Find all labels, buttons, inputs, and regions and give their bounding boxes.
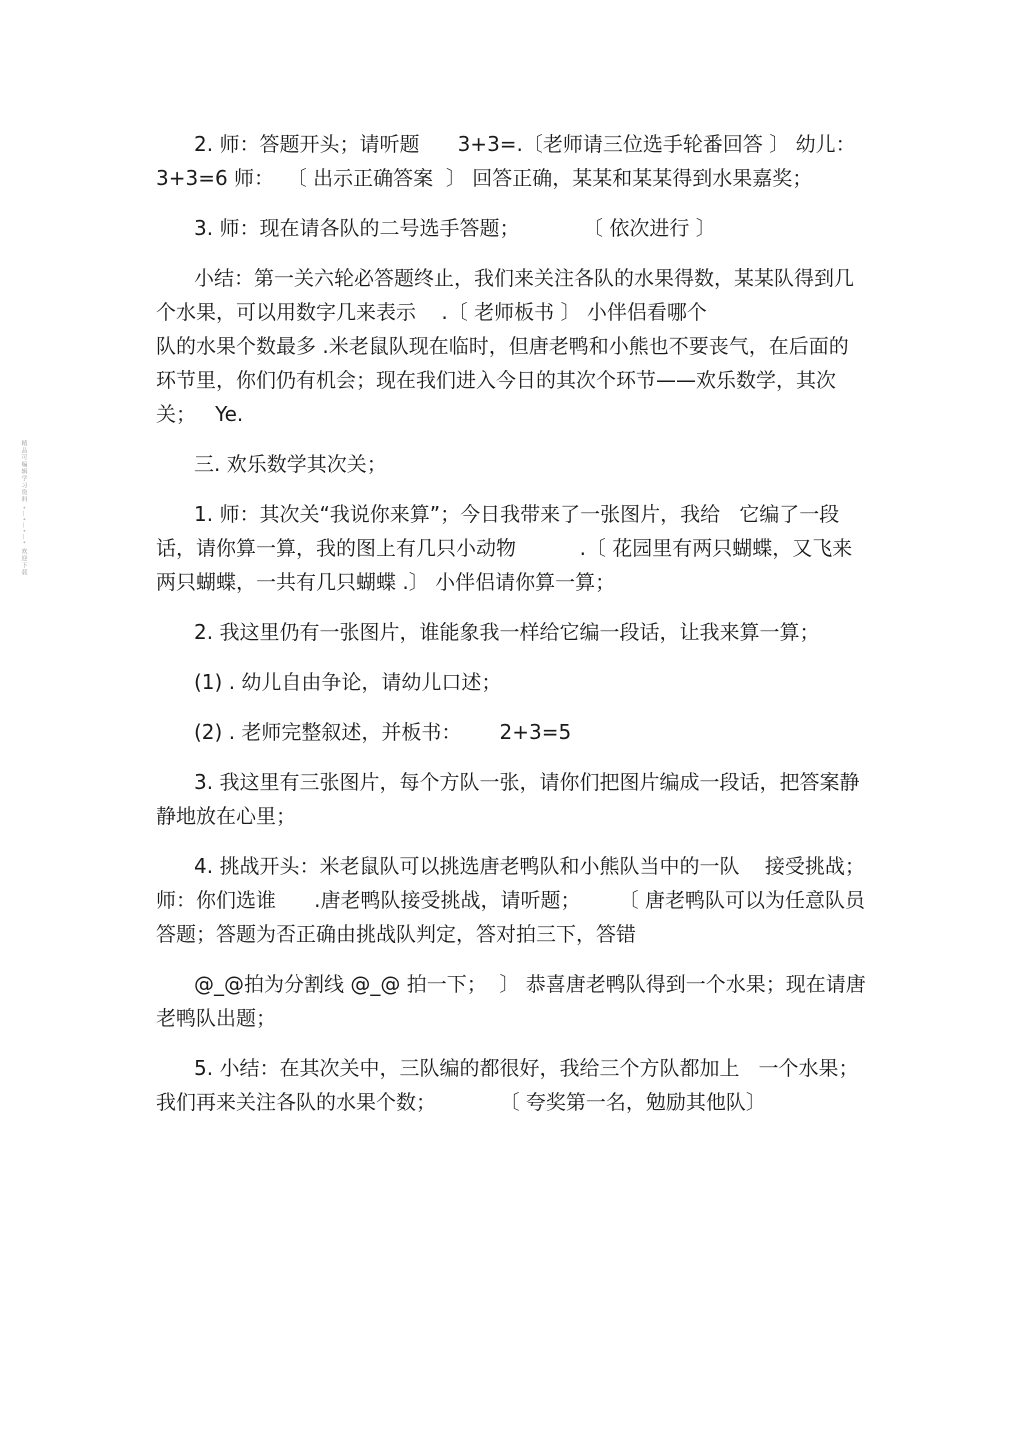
side-watermark-text: 精品可编辑学习资料	[20, 440, 27, 503]
paragraph-3-three-pictures: 3. 我这里有三张图片，每个方队一张，请你们把图片编成一段话，把答案静静地放在心里；	[156, 770, 860, 828]
paragraph-4-challenge: 4. 挑战开头：米老鼠队可以挑选唐老鸭队和小熊队当中的一队 接受挑战；师：你们选谁 .唐老鸭队接受挑战，请听题； 〔 唐老鸭队可以为任意队员答题；答题为否正确由挑战队判定，答对拍三下，答错	[156, 854, 866, 946]
paragraph-item-2-teacher-narration: (2) . 老师完整叙述，并板书： 2+3=5	[194, 720, 572, 744]
paragraph-most-fruits: 队的水果个数最多 .米老鼠队现在临时，但唐老鸭和小熊也不要丧气，在后面的环节里，你们仍有机会；现在我们进入今日的其次个环节——欢乐数学，其次关； Ye.	[156, 334, 849, 426]
paragraph-5-summary: 5. 小结：在其次关中，三队编的都很好，我给三个方队都加上 一个水果；我们再来关注各队的水果个数； 〔 夸奖第一名，勉励其他队〕	[156, 1056, 859, 1114]
paragraph-1-i-say-you-count: 1. 师：其次关“我说你来算”；今日我带来了一张图片，我给 它编了一段话，请你算一算，我的图上有几只小动物 .〔 花园里有两只蝴蝶，又飞来两只蝴蝶，一共有几只蝴蝶 .〕 小伴侣请你算一算；	[156, 502, 853, 594]
paragraph-2-answer-start: 2. 师：答题开头；请听题 3+3=.〔老师请三位选手轮番回答 〕 幼儿： 3+3=6 师： 〔 出示正确答案 〕 回答正确，某某和某某得到水果嘉奖；	[156, 132, 869, 190]
paragraph-2-another-picture: 2. 我这里仍有一张图片，谁能象我一样给它编一段话，让我来算一算；	[194, 620, 820, 644]
section-heading-happy-math: 三. 欢乐数学其次关；	[194, 452, 387, 476]
side-watermark-text2: 欢迎下载	[20, 548, 27, 576]
paragraph-summary-first-level: 小结：第一关六轮必答题终止，我们来关注各队的水果得数，某某队得到几个水果，可以用数字几来表示 .〔 老师板书 〕 小伴侣看哪个	[156, 266, 854, 324]
document-body	[156, 127, 868, 1135]
paragraph-item-1-discussion: (1) . 幼儿自由争论，请幼儿口述；	[194, 670, 502, 694]
side-watermark-dots: •—•—•—•	[20, 505, 27, 546]
side-watermark	[18, 440, 28, 576]
paragraph-3-second-contestant: 3. 师：现在请各队的二号选手答题； 〔 依次进行 〕	[194, 216, 716, 240]
paragraph-congratulations: @_@拍为分割线 @_@ 拍一下； 〕 恭喜唐老鸭队得到一个水果；现在请唐老鸭队出题；	[156, 972, 866, 1030]
